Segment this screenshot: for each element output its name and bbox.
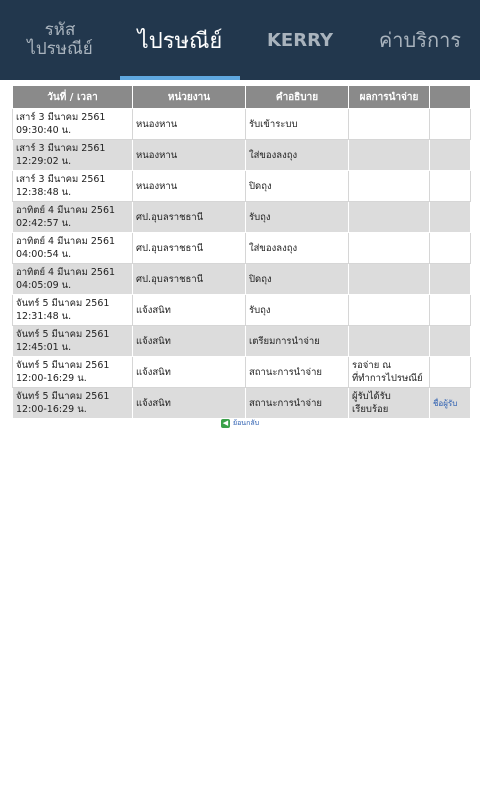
- cell-result: [349, 233, 430, 264]
- recipient-name-link[interactable]: ชื่อผู้รับ: [433, 398, 458, 408]
- cell-time: 12:00-16:29 น.: [16, 404, 87, 415]
- cell-description: ใส่ของลงถุง: [246, 140, 349, 171]
- back-link-label: ย้อนกลับ: [233, 419, 260, 427]
- tab-postal-code[interactable]: [0, 0, 120, 80]
- tab-thailand-post[interactable]: [120, 0, 240, 80]
- cell-datetime: [13, 171, 133, 202]
- cell-time: 12:38:48 น.: [16, 187, 72, 198]
- tracking-table: [12, 85, 471, 419]
- cell-description: ใส่ของลงถุง: [246, 233, 349, 264]
- cell-date: จันทร์ 5 มีนาคม 2561: [16, 298, 110, 309]
- cell-time: 12:45:01 น.: [16, 342, 72, 353]
- tab-postal-code-label-line2: ไปรษณีย์: [27, 39, 93, 59]
- cell-time: 12:29:02 น.: [16, 156, 72, 167]
- cell-date: จันทร์ 5 มีนาคม 2561: [16, 360, 110, 371]
- cell-action: [430, 233, 471, 264]
- cell-date: เสาร์ 3 มีนาคม 2561: [16, 112, 106, 123]
- top-navigation-bar: [0, 0, 480, 80]
- cell-result: [349, 171, 430, 202]
- cell-result: ผู้รับได้รับเรียบร้อย: [349, 388, 430, 419]
- cell-description: สถานะการนำจ่าย: [246, 388, 349, 419]
- cell-description: รับถุง: [246, 202, 349, 233]
- tab-kerry[interactable]: [240, 0, 360, 80]
- cell-description: รับเข้าระบบ: [246, 109, 349, 140]
- cell-datetime: [13, 326, 133, 357]
- cell-description: รับถุง: [246, 295, 349, 326]
- cell-action: [430, 357, 471, 388]
- cell-time: 12:00-16:29 น.: [16, 373, 87, 384]
- cell-action: [430, 295, 471, 326]
- tab-thailand-post-label: ไปรษณีย์: [137, 28, 223, 54]
- header-action: [430, 86, 471, 109]
- cell-unit: แจ้งสนิท: [133, 357, 246, 388]
- cell-result: [349, 326, 430, 357]
- cell-result: [349, 140, 430, 171]
- header-datetime: วันที่ / เวลา: [13, 86, 133, 109]
- cell-date: เสาร์ 3 มีนาคม 2561: [16, 174, 106, 185]
- cell-time: 09:30:40 น.: [16, 125, 72, 136]
- active-tab-indicator: [120, 76, 240, 80]
- tab-kerry-label: KERRY: [266, 29, 333, 51]
- cell-result: รอจ่าย ณ ที่ทำการไปรษณีย์: [349, 357, 430, 388]
- cell-datetime: [13, 109, 133, 140]
- cell-date: อาทิตย์ 4 มีนาคม 2561: [16, 267, 116, 278]
- cell-time: 02:42:57 น.: [16, 218, 72, 229]
- header-description: คำอธิบาย: [246, 86, 349, 109]
- table-row: [13, 326, 471, 357]
- cell-result: [349, 202, 430, 233]
- tab-service-fee-label: ค่าบริการ: [378, 28, 462, 52]
- header-result: ผลการนำจ่าย: [349, 86, 430, 109]
- header-unit: หน่วยงาน: [133, 86, 246, 109]
- cell-datetime: [13, 388, 133, 419]
- cell-action: [430, 202, 471, 233]
- cell-description: เตรียมการนำจ่าย: [246, 326, 349, 357]
- table-row: [13, 140, 471, 171]
- cell-unit: หนองหาน: [133, 140, 246, 171]
- cell-datetime: [13, 233, 133, 264]
- table-row: [13, 264, 471, 295]
- cell-datetime: [13, 202, 133, 233]
- cell-unit: แจ้งสนิท: [133, 295, 246, 326]
- cell-action: [430, 109, 471, 140]
- cell-action: [430, 388, 471, 419]
- cell-time: 12:31:48 น.: [16, 311, 72, 322]
- back-arrow-icon: ◀: [222, 419, 229, 427]
- cell-result: [349, 295, 430, 326]
- cell-description: สถานะการนำจ่าย: [246, 357, 349, 388]
- tab-service-fee[interactable]: [360, 0, 480, 80]
- cell-date: อาทิตย์ 4 มีนาคม 2561: [16, 205, 116, 216]
- cell-date: เสาร์ 3 มีนาคม 2561: [16, 143, 106, 154]
- cell-action: [430, 264, 471, 295]
- cell-description: ปิดถุง: [246, 264, 349, 295]
- cell-action: [430, 140, 471, 171]
- table-row: [13, 388, 471, 419]
- table-row: [13, 171, 471, 202]
- table-row: [13, 202, 471, 233]
- cell-result: [349, 109, 430, 140]
- cell-result: [349, 264, 430, 295]
- cell-unit: แจ้งสนิท: [133, 388, 246, 419]
- cell-datetime: [13, 140, 133, 171]
- back-link[interactable]: [221, 418, 259, 429]
- table-row: [13, 233, 471, 264]
- cell-unit: ศป.อุบลราชธานี: [133, 202, 246, 233]
- table-row: [13, 109, 471, 140]
- cell-date: อาทิตย์ 4 มีนาคม 2561: [16, 236, 116, 247]
- cell-unit: ศป.อุบลราชธานี: [133, 264, 246, 295]
- cell-unit: ศป.อุบลราชธานี: [133, 233, 246, 264]
- tab-postal-code-label-line1: รหัส: [44, 20, 76, 40]
- cell-unit: หนองหาน: [133, 109, 246, 140]
- cell-action: [430, 171, 471, 202]
- table-header-row: [13, 86, 471, 109]
- cell-time: 04:00:54 น.: [16, 249, 72, 260]
- cell-date: จันทร์ 5 มีนาคม 2561: [16, 391, 110, 402]
- cell-datetime: [13, 295, 133, 326]
- cell-time: 04:05:09 น.: [16, 280, 72, 291]
- cell-action: [430, 326, 471, 357]
- cell-datetime: [13, 264, 133, 295]
- cell-date: จันทร์ 5 มีนาคม 2561: [16, 329, 110, 340]
- cell-unit: หนองหาน: [133, 171, 246, 202]
- table-row: [13, 357, 471, 388]
- cell-description: ปิดถุง: [246, 171, 349, 202]
- cell-datetime: [13, 357, 133, 388]
- table-row: [13, 295, 471, 326]
- cell-unit: แจ้งสนิท: [133, 326, 246, 357]
